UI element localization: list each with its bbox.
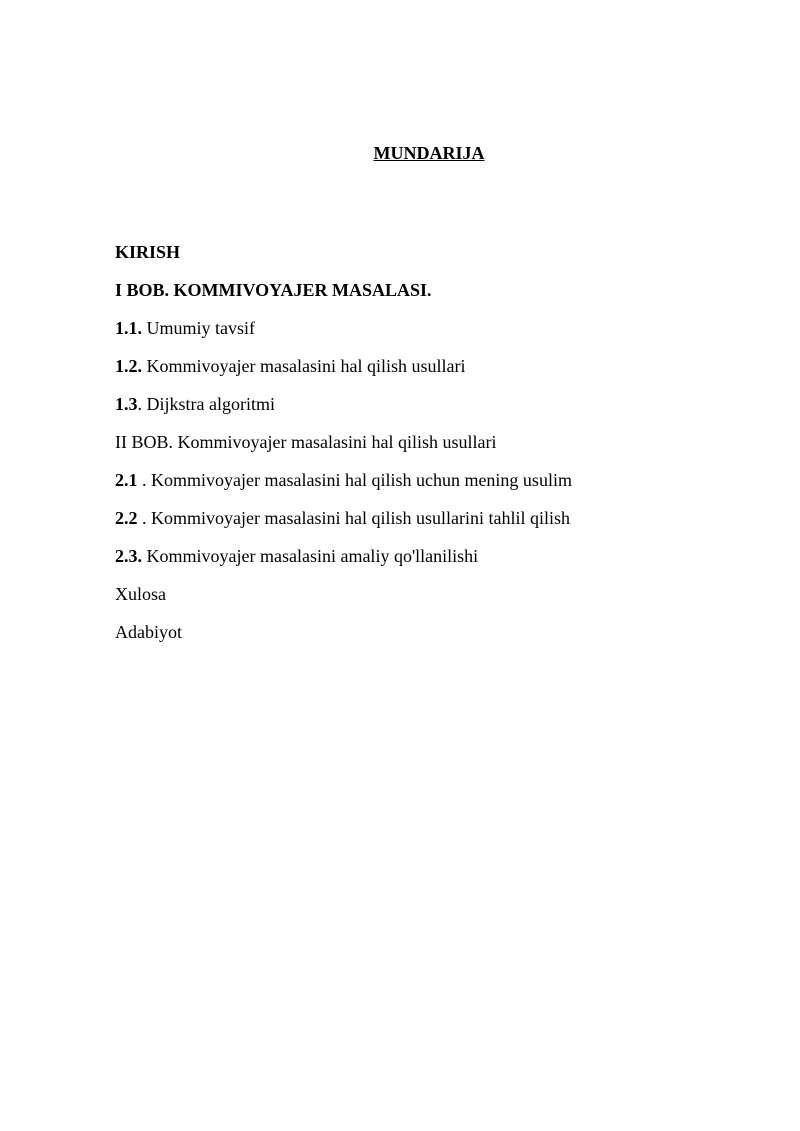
toc-entry-1-1 xyxy=(115,317,735,339)
toc-entry-text: Kommivoyajer masalasini hal qilish usullari xyxy=(142,356,466,376)
toc-entry-adabiyot xyxy=(115,621,735,643)
toc-entry-text: I BOB. KOMMIVOYAJER MASALASI. xyxy=(115,280,432,300)
toc-entry-2-1 xyxy=(115,469,735,491)
toc-entry-text: . Kommivoyajer masalasini hal qilish uchun mening usulim xyxy=(137,470,572,490)
table-of-contents xyxy=(115,241,735,659)
toc-entry-number: 2.3. xyxy=(115,546,142,566)
toc-entry-number: 1.1. xyxy=(115,318,142,338)
toc-entry-kirish xyxy=(115,241,735,263)
toc-entry-1-2 xyxy=(115,355,735,377)
toc-entry-text: Umumiy tavsif xyxy=(142,318,255,338)
toc-entry-number: 1.2. xyxy=(115,356,142,376)
toc-entry-text: . Dijkstra algoritmi xyxy=(137,394,275,414)
toc-entry-1-3 xyxy=(115,393,735,415)
toc-entry-2-3 xyxy=(115,545,735,567)
toc-entry-number: 2.1 xyxy=(115,470,138,490)
toc-entry-text: Xulosa xyxy=(115,584,166,604)
toc-entry-chapter-1 xyxy=(115,279,735,301)
toc-entry-text: Adabiyot xyxy=(115,622,182,642)
toc-entry-text: II BOB. Kommivoyajer masalasini hal qilish usullari xyxy=(115,432,497,452)
toc-entry-number: 2.2 xyxy=(115,508,138,528)
toc-entry-text: KIRISH xyxy=(115,242,181,262)
toc-entry-2-2 xyxy=(115,507,735,529)
toc-entry-number: 1.3 xyxy=(115,394,138,414)
toc-entry-chapter-2 xyxy=(115,431,735,453)
toc-entry-text: . Kommivoyajer masalasini hal qilish usullarini tahlil qilish xyxy=(137,508,570,528)
toc-entry-text: Kommivoyajer masalasini amaliy qo'llanilishi xyxy=(142,546,479,566)
toc-entry-xulosa xyxy=(115,583,735,605)
page-title: MUNDARIJA xyxy=(373,143,485,163)
